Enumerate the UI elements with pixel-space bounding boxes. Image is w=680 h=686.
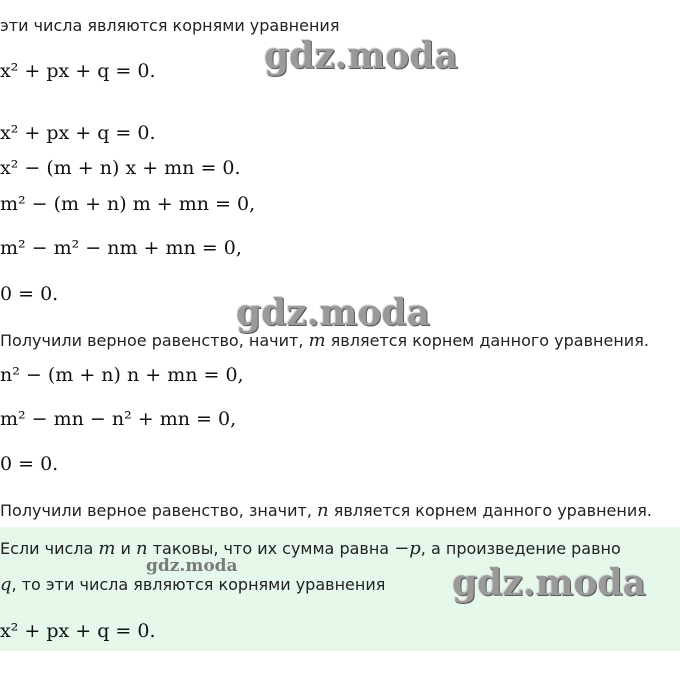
var-n: n (317, 500, 329, 521)
conclusion-n-text-b: является корнем данного уравнения. (328, 501, 652, 520)
box-text-d: , то эти числа являются корнями уравнения (11, 575, 386, 594)
conclusion-m-text-b: является корнем данного уравнения. (325, 331, 649, 350)
conclusion-n (0, 500, 652, 521)
equation-general-repeat: x² + px + q = 0. (0, 122, 156, 144)
box-var-m: m (98, 538, 116, 559)
box-equation: x² + px + q = 0. (0, 620, 156, 642)
equation-root-m-simplified: m² − m² − nm + mn = 0, (0, 237, 242, 259)
equation-substituted: x² − (m + n) x + mn = 0. (0, 157, 241, 179)
box-var-n: n (136, 538, 148, 559)
equation-root-n: n² − (m + n) n + mn = 0, (0, 364, 244, 386)
box-line-2 (0, 574, 385, 595)
equation-general: x² + px + q = 0. (0, 60, 156, 82)
watermark-logo-2: gdz.moda (236, 292, 430, 334)
box-line-1 (0, 538, 621, 559)
equation-identity-2: 0 = 0. (0, 453, 59, 475)
box-var-p: −p (394, 538, 421, 559)
intro-text: эти числа являются корнями уравнения (0, 16, 340, 35)
watermark-logo-4: gdz.moda (452, 562, 646, 604)
var-m: m (308, 330, 326, 351)
box-text-b: таковы, что их сумма равна (147, 539, 395, 558)
equation-root-m: m² − (m + n) m + mn = 0, (0, 193, 256, 215)
box-var-q: q (0, 574, 12, 595)
watermark-logo-1: gdz.moda (264, 35, 458, 77)
equation-root-n-simplified: m² − mn − n² + mn = 0, (0, 408, 237, 430)
conclusion-m-text-a: Получили верное равенство, начит, (0, 331, 309, 350)
equation-identity-1: 0 = 0. (0, 283, 59, 305)
box-text-and: и (115, 539, 137, 558)
conclusion-n-text-a: Получили верное равенство, значит, (0, 501, 318, 520)
box-text-a: Если числа (0, 539, 99, 558)
box-text-c: , а произведение равно (420, 539, 621, 558)
watermark-logo-3: gdz.moda (146, 556, 238, 576)
